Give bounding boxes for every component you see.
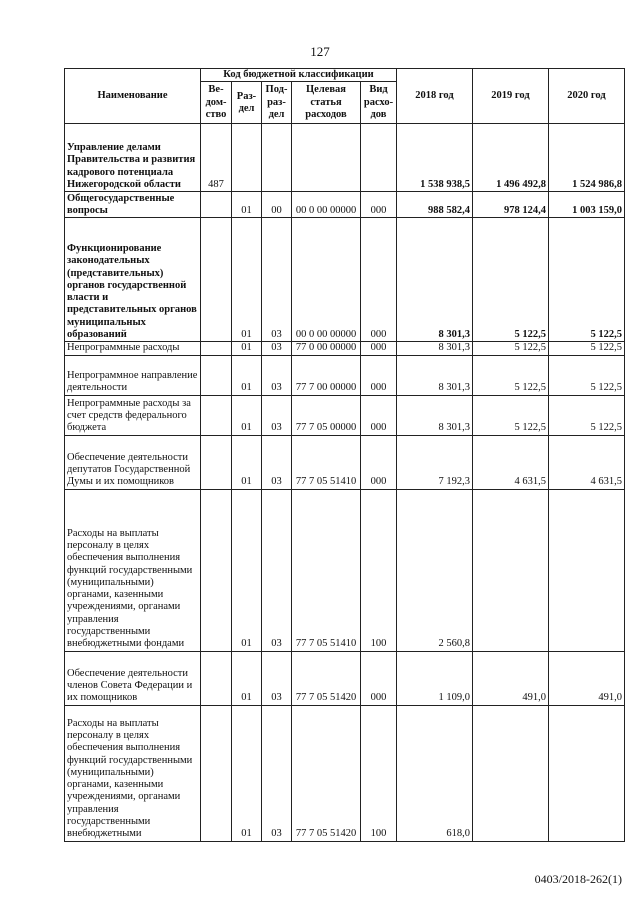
row-value-2019: 978 124,4 (473, 192, 549, 218)
table-row (65, 489, 625, 651)
row-value-2020: 5 122,5 (549, 355, 625, 395)
row-name: Общегосударственные вопросы (65, 192, 201, 218)
header-2020: 2020 год (549, 69, 625, 124)
row-vedomstvo (201, 342, 232, 355)
row-razdel: 01 (232, 435, 262, 489)
row-podrazdel: 03 (262, 489, 292, 651)
row-podrazdel: 00 (262, 192, 292, 218)
row-value-2019: 5 122,5 (473, 395, 549, 435)
row-target-article: 77 7 05 00000 (292, 395, 361, 435)
header-razdel: Раз- дел (232, 82, 262, 124)
row-expense-type: 000 (361, 355, 397, 395)
row-razdel: 01 (232, 342, 262, 355)
row-value-2019: 491,0 (473, 651, 549, 705)
header-classification: Код бюджетной классификации (201, 69, 397, 82)
row-expense-type (361, 124, 397, 192)
row-value-2018: 8 301,3 (397, 218, 473, 342)
row-value-2019: 5 122,5 (473, 355, 549, 395)
row-name: Обеспечение деятельности членов Совета Федерации и их помощников (65, 651, 201, 705)
row-value-2019: 5 122,5 (473, 342, 549, 355)
row-value-2018: 618,0 (397, 705, 473, 841)
table-row (65, 395, 625, 435)
table-row (65, 342, 625, 355)
row-razdel: 01 (232, 192, 262, 218)
header-vedomstvo: Ве- дом- ство (201, 82, 232, 124)
row-value-2020: 1 003 159,0 (549, 192, 625, 218)
row-razdel: 01 (232, 218, 262, 342)
row-value-2020: 5 122,5 (549, 395, 625, 435)
row-value-2020: 5 122,5 (549, 342, 625, 355)
table-row (65, 124, 625, 192)
row-value-2018: 1 538 938,5 (397, 124, 473, 192)
row-value-2018: 8 301,3 (397, 355, 473, 395)
row-name: Управление делами Правительства и развития кадрового потенциала Нижегородской области (65, 124, 201, 192)
header-target-article: Целевая статья расходов (292, 82, 361, 124)
row-target-article: 00 0 00 00000 (292, 218, 361, 342)
document-code: 0403/2018-262(1) (534, 872, 622, 886)
row-name: Расходы на выплаты персоналу в целях обеспечения выполнения функций государственными (муниципальными) органами, казенными учреждениями, органами управления государственными внебюджетными фондами (65, 489, 201, 651)
row-vedomstvo (201, 395, 232, 435)
row-expense-type: 100 (361, 705, 397, 841)
row-value-2019: 4 631,5 (473, 435, 549, 489)
table-row (65, 192, 625, 218)
row-expense-type: 000 (361, 192, 397, 218)
row-value-2020 (549, 705, 625, 841)
row-podrazdel: 03 (262, 342, 292, 355)
row-target-article: 77 0 00 00000 (292, 342, 361, 355)
row-podrazdel (262, 124, 292, 192)
row-podrazdel: 03 (262, 355, 292, 395)
header-2018: 2018 год (397, 69, 473, 124)
row-value-2018: 8 301,3 (397, 342, 473, 355)
row-expense-type: 000 (361, 651, 397, 705)
row-value-2020: 4 631,5 (549, 435, 625, 489)
row-value-2019 (473, 705, 549, 841)
header-2019: 2019 год (473, 69, 549, 124)
row-expense-type: 100 (361, 489, 397, 651)
row-razdel: 01 (232, 489, 262, 651)
header-podrazdel: Под- раз- дел (262, 82, 292, 124)
row-vedomstvo (201, 489, 232, 651)
row-vedomstvo (201, 651, 232, 705)
row-razdel (232, 124, 262, 192)
row-target-article: 77 7 05 51420 (292, 705, 361, 841)
row-podrazdel: 03 (262, 435, 292, 489)
row-razdel: 01 (232, 395, 262, 435)
row-vedomstvo: 487 (201, 124, 232, 192)
row-expense-type: 000 (361, 342, 397, 355)
row-expense-type: 000 (361, 218, 397, 342)
row-name: Непрограммное направление деятельности (65, 355, 201, 395)
header-name: Наименование (65, 69, 201, 124)
row-vedomstvo (201, 435, 232, 489)
row-podrazdel: 03 (262, 395, 292, 435)
row-value-2018: 1 109,0 (397, 651, 473, 705)
table-row (65, 651, 625, 705)
row-target-article (292, 124, 361, 192)
row-vedomstvo (201, 705, 232, 841)
row-vedomstvo (201, 355, 232, 395)
row-target-article: 77 7 05 51410 (292, 435, 361, 489)
row-target-article: 77 7 05 51410 (292, 489, 361, 651)
header-expense-type: Вид расхо- дов (361, 82, 397, 124)
page-number: 127 (310, 44, 330, 59)
row-name: Непрограммные расходы за счет средств федерального бюджета (65, 395, 201, 435)
row-value-2019 (473, 489, 549, 651)
row-value-2018: 988 582,4 (397, 192, 473, 218)
row-value-2019: 5 122,5 (473, 218, 549, 342)
row-name: Непрограммные расходы (65, 342, 201, 355)
row-value-2020: 491,0 (549, 651, 625, 705)
row-razdel: 01 (232, 651, 262, 705)
row-value-2020: 1 524 986,8 (549, 124, 625, 192)
row-expense-type: 000 (361, 435, 397, 489)
row-target-article: 00 0 00 00000 (292, 192, 361, 218)
row-value-2020: 5 122,5 (549, 218, 625, 342)
table-row (65, 355, 625, 395)
row-expense-type: 000 (361, 395, 397, 435)
row-value-2018: 7 192,3 (397, 435, 473, 489)
row-target-article: 77 7 00 00000 (292, 355, 361, 395)
table-body (65, 124, 625, 841)
row-razdel: 01 (232, 705, 262, 841)
row-value-2020 (549, 489, 625, 651)
row-name: Расходы на выплаты персоналу в целях обеспечения выполнения функций государственными (муниципальными) органами, казенными учреждениями, органами управления государственными внебюджетными (65, 705, 201, 841)
row-razdel: 01 (232, 355, 262, 395)
row-vedomstvo (201, 218, 232, 342)
row-name: Обеспечение деятельности депутатов Государственной Думы и их помощников (65, 435, 201, 489)
row-podrazdel: 03 (262, 651, 292, 705)
row-vedomstvo (201, 192, 232, 218)
row-value-2018: 2 560,8 (397, 489, 473, 651)
row-podrazdel: 03 (262, 218, 292, 342)
table-row (65, 218, 625, 342)
row-name: Функционирование законодательных (представительных) органов государственной власти и представительных органов муниципальных образований (65, 218, 201, 342)
table-row (65, 435, 625, 489)
row-podrazdel: 03 (262, 705, 292, 841)
row-value-2019: 1 496 492,8 (473, 124, 549, 192)
budget-table (64, 68, 625, 842)
table-row (65, 705, 625, 841)
row-target-article: 77 7 05 51420 (292, 651, 361, 705)
row-value-2018: 8 301,3 (397, 395, 473, 435)
